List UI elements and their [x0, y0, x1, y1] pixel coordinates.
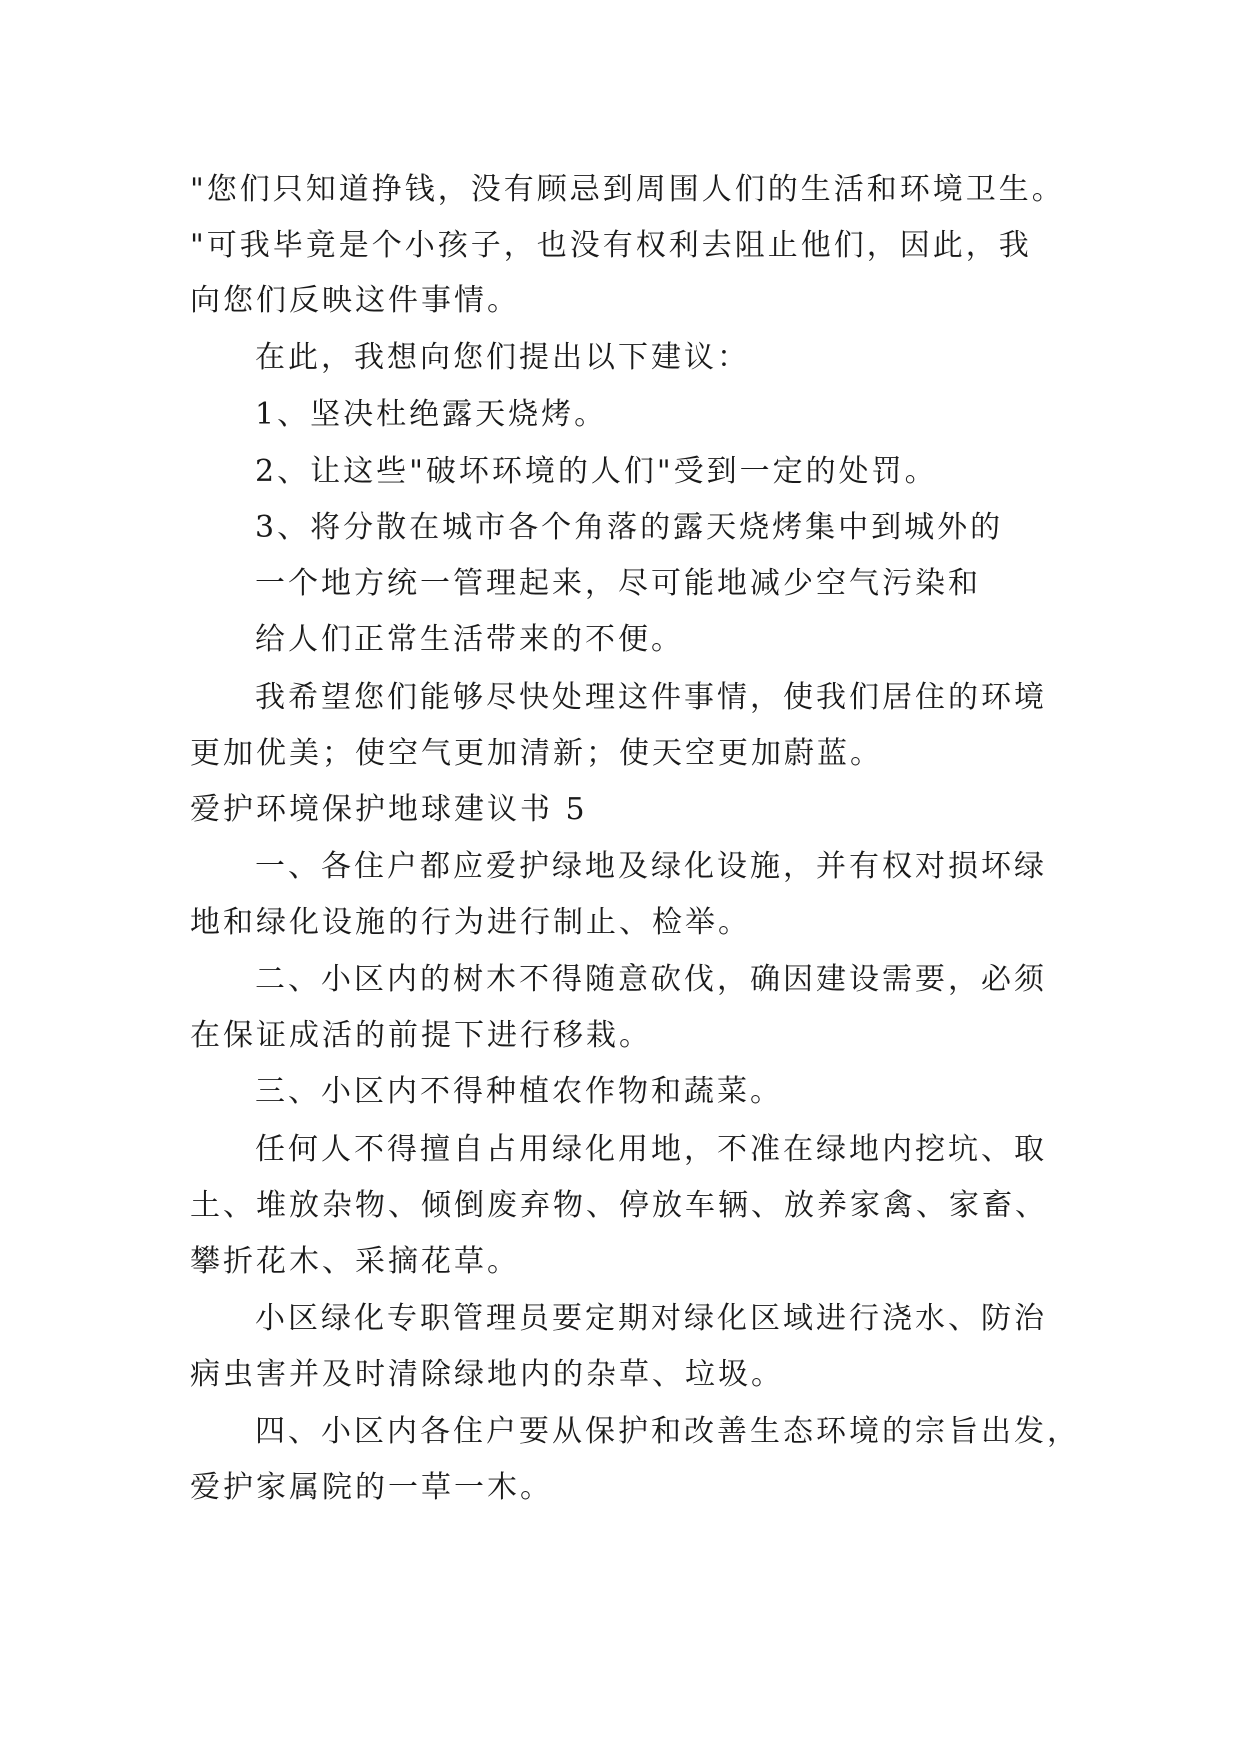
text-line: 土、堆放杂物、倾倒废弃物、停放车辆、放养家禽、家畜、: [190, 1188, 1048, 1223]
section-heading: 爱护环境保护地球建议书 5: [190, 792, 588, 827]
text-line: "您们只知道挣钱，没有顾忌到周围人们的生活和环境卫生。: [190, 172, 1065, 207]
list-item-continuation: 一个地方统一管理起来，尽可能地减少空气污染和: [255, 566, 981, 601]
text-line: 三、小区内不得种植农作物和蔬菜。: [255, 1074, 783, 1109]
list-item: 1、坚决杜绝露天烧烤。: [255, 397, 608, 432]
text-line: 小区绿化专职管理员要定期对绿化区域进行浇水、防治: [255, 1301, 1047, 1336]
text-line: 一、各住户都应爱护绿地及绿化设施，并有权对损坏绿: [255, 849, 1047, 884]
text-line: 爱护家属院的一草一木。: [190, 1470, 553, 1505]
list-item: 2、让这些"破坏环境的人们"受到一定的处罚。: [255, 454, 938, 489]
list-item: 3、将分散在城市各个角落的露天烧烤集中到城外的: [255, 510, 1004, 545]
text-line: 更加优美；使空气更加清新；使天空更加蔚蓝。: [190, 736, 883, 771]
text-line: 攀折花木、采摘花草。: [190, 1244, 520, 1279]
text-line: 任何人不得擅自占用绿化用地，不准在绿地内挖坑、取: [255, 1132, 1047, 1167]
text-line: 在此，我想向您们提出以下建议：: [255, 340, 750, 375]
text-line: 病虫害并及时清除绿地内的杂草、垃圾。: [190, 1357, 784, 1392]
text-line: 二、小区内的树木不得随意砍伐，确因建设需要，必须: [255, 962, 1047, 997]
text-line: 四、小区内各住户要从保护和改善生态环境的宗旨出发，: [255, 1414, 1080, 1449]
text-line: "可我毕竟是个小孩子，也没有权利去阻止他们，因此，我: [190, 228, 1032, 263]
text-line: 地和绿化设施的行为进行制止、检举。: [190, 905, 751, 940]
text-line: 在保证成活的前提下进行移栽。: [190, 1018, 652, 1053]
text-line: 我希望您们能够尽快处理这件事情，使我们居住的环境: [255, 680, 1047, 715]
list-item-continuation: 给人们正常生活带来的不便。: [255, 622, 684, 657]
text-line: 向您们反映这件事情。: [190, 283, 520, 318]
